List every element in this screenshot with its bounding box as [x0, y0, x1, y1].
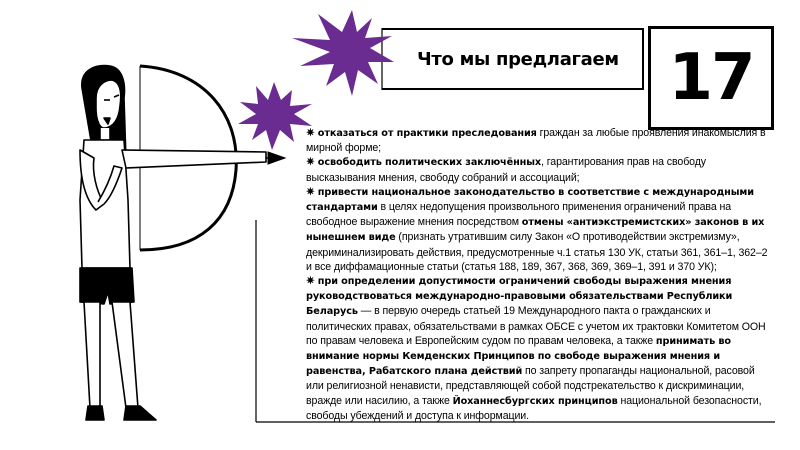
proposal-item: [306, 274, 774, 423]
page-number-box: [648, 26, 774, 130]
star-bullet-icon: ✷: [306, 156, 315, 169]
page-title: Что мы предлагаем: [417, 48, 619, 70]
proposal-item: [306, 126, 774, 155]
proposal-text: по запрету пропаганды национальной, расовой или религиозной ненависти, представляющей собой подстрекательство к дискриминации, вражде или насилию, а также: [306, 365, 755, 407]
proposal-list: [306, 126, 774, 423]
proposal-emphasis: отмены «антиэкстремистских» законов в их нынешнем виде: [306, 217, 765, 244]
proposal-emphasis: привести национальное законодательство в соответствие с международными стандартами: [306, 186, 754, 214]
proposal-text: — в первую очередь статьей 19 Международного пакта о гражданских и политических правах, обязательствами в рамках ОБСЕ с учетом их трактовки Комитетом ООН по правам человека и Европейским судом по правам человека, а также: [306, 305, 766, 347]
proposal-emphasis: отказаться от практики преследования: [317, 128, 537, 139]
star-bullet-icon: ✷: [306, 127, 315, 139]
proposal-text: (признать утратившим силу Закон «О противодействии экстремизму», декриминализировать действия, предусмотренные ч.1 статья 130 УК, статьи 361, 361–1, 362–2 и все диффамационные статьи (статья 188, 189, 367, 368, 369, 369–1, 391 и 370 УК);: [306, 231, 768, 273]
page-number: 17: [668, 41, 754, 115]
title-box: [382, 28, 644, 90]
proposal-text: граждан за любые проявления инакомыслия в мирной форме;: [306, 127, 766, 155]
archer-figure: [80, 66, 266, 420]
purple-star-large-icon: [292, 10, 394, 96]
proposal-emphasis: Йоханнесбургских принципов: [452, 395, 618, 407]
proposal-text: национальной безопасности, свободы убеждений и доступа к информации.: [306, 394, 762, 422]
star-bullet-icon: ✷: [306, 275, 315, 288]
proposal-emphasis: при определении допустимости ограничений свободы выражения мнения руководствоваться международно-правовыми обязательствами Республики Беларусь: [306, 276, 733, 318]
proposal-item: [306, 155, 774, 184]
proposal-item: [306, 185, 774, 274]
purple-star-small-icon: [238, 82, 312, 150]
proposal-text: в целях недопущения произвольного применения ограничений права на свободное выражение мнения посредством: [306, 201, 732, 229]
proposal-text: , гарантирования прав на свободу высказывания мнения, свободу собраний и ассоциаций;: [306, 156, 707, 184]
star-bullet-icon: ✷: [306, 185, 315, 198]
proposal-emphasis: принимать во внимание нормы Кемденских Принципов по свободе выражения мнения и равенства, Рабатского плана действий: [306, 335, 731, 378]
proposal-emphasis: освободить политических заключённых: [317, 157, 542, 169]
